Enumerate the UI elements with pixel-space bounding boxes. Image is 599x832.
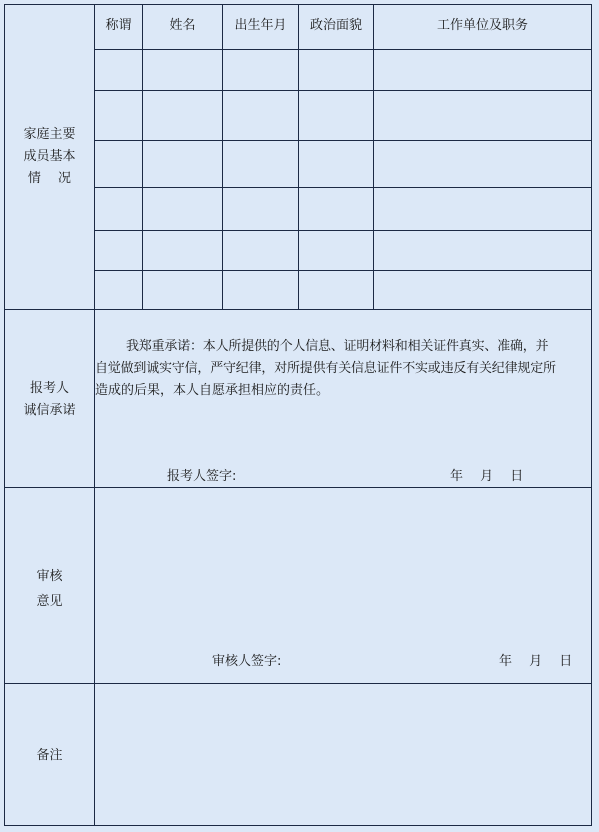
label-line: 报考人 (29, 381, 69, 396)
applicant-signature-label: 报考人签字: (167, 469, 237, 484)
review-opinion-area[interactable] (95, 488, 591, 638)
label-line: 成员基本 (23, 149, 76, 164)
label-line: 家庭主要 (23, 127, 76, 142)
family-members-input-area[interactable] (95, 50, 591, 309)
pledge-line: 我郑重承诺：本人所提供的个人信息、证明材料和相关证件真实、准确，并 (126, 339, 549, 354)
pledge-line: 造成的后果，本人自愿承担相应的责任。 (95, 383, 330, 398)
label-line: 诚信承诺 (23, 403, 76, 418)
border-bottom (4, 825, 592, 826)
pledge-text (96, 336, 591, 402)
label-line: 意见 (36, 594, 63, 609)
reviewer-signature-date: 年 月 日 (499, 654, 573, 669)
column-header-political-status: 政治面貌 (309, 18, 362, 33)
review-section-label (5, 564, 94, 614)
pledge-line: 自觉做到诚实守信，严守纪律，对所提供有关信息证件不实或违反有关纪律规定所 (95, 361, 556, 376)
border-right (591, 4, 592, 826)
reviewer-signature-label: 审核人签字: (212, 654, 282, 669)
column-header-name: 姓名 (169, 18, 196, 33)
pledge-section-label (5, 378, 94, 422)
applicant-signature-date: 年 月 日 (450, 469, 524, 484)
remarks-area[interactable] (95, 684, 591, 825)
label-line: 审核 (36, 569, 63, 584)
remarks-label: 备注 (36, 748, 63, 763)
family-section-label (5, 124, 94, 190)
column-header-relation: 称谓 (105, 18, 132, 33)
label-line: 情 况 (27, 171, 72, 186)
column-header-birth: 出生年月 (234, 18, 287, 33)
column-header-workplace: 工作单位及职务 (436, 18, 528, 33)
